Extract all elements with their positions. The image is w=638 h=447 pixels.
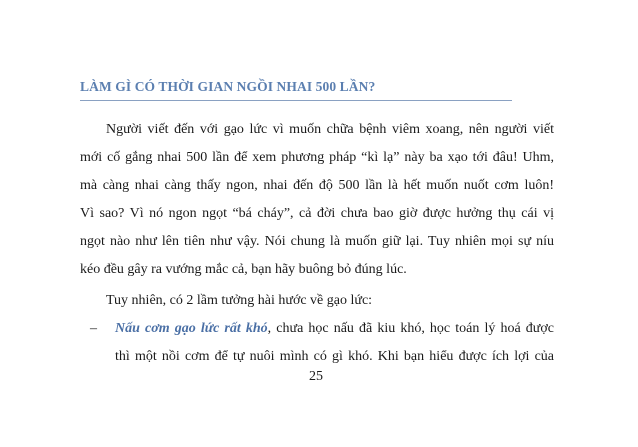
paragraph-2: Tuy nhiên, có 2 lầm tưởng hài hước về gạo lức: xyxy=(106,293,373,308)
paragraph-1-line-6: kéo đều gây ra vướng mắc cả, bạn hãy buông bỏ đúng lúc. xyxy=(80,262,407,277)
page-number: 25 xyxy=(309,369,323,384)
heading-underline xyxy=(80,100,512,101)
section-heading: LÀM GÌ CÓ THỜI GIAN NGỒI NHAI 500 LẦN? xyxy=(80,79,376,94)
paragraph-1-line-1: Người viết đến với gạo lức vì muốn chữa bệnh viêm xoang, nên người viết xyxy=(106,122,554,137)
bullet-emphasis: Nấu cơm gạo lức rất khó xyxy=(115,321,268,336)
bullet-dash: – xyxy=(90,321,97,336)
paragraph-1-line-2: mới cố gắng nhai 500 lần để xem phương pháp “kì lạ” này ba xạo tới đâu! Uhm, xyxy=(80,150,554,165)
bullet-line-2: thì một nồi cơm để tự nuôi mình có gì khó. Khi bạn hiểu được ích lợi của xyxy=(115,349,554,364)
paragraph-1-line-3: mà càng nhai càng thấy ngon, nhai đến độ 500 lần là hết muốn nuốt cơm luôn! xyxy=(80,178,554,193)
bullet-line-1 xyxy=(115,321,554,337)
paragraph-1-line-5: ngọt nào như lên tiên như vậy. Nói chung là muốn giữ lại. Tuy nhiên mọi sự níu xyxy=(80,234,554,249)
paragraph-1-line-4: Vì sao? Vì nó ngon ngọt “bá cháy”, cả đời chưa bao giờ được hưởng thụ cái vị xyxy=(80,206,554,221)
bullet-line-1-rest: , chưa học nấu đã kiu khó, học toán lý hoá được xyxy=(267,321,554,336)
